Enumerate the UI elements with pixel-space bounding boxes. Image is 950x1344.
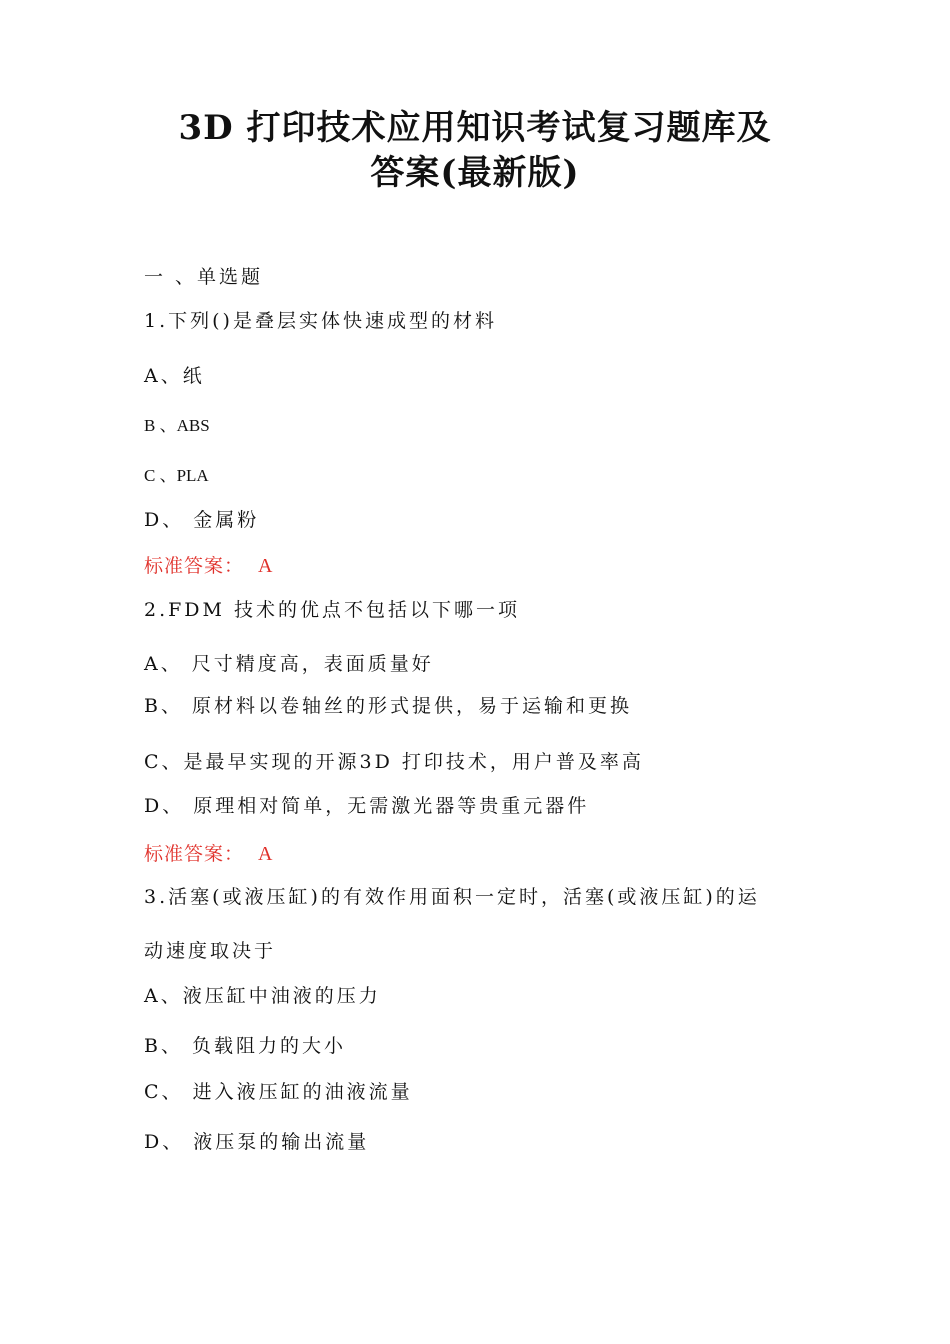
section-heading: 一 、单选题 [144,266,264,288]
standard-answer [144,839,273,866]
question-stem: 1.下列()是叠层实体快速成型的材料 [144,310,497,332]
answer-label: 标准答案： [144,843,245,865]
standard-answer [144,551,273,578]
question-stem-line-2: 动速度取决于 [144,940,277,962]
answer-label: 标准答案： [144,555,245,577]
option-b: B、 原材料以卷轴丝的形式提供，易于运输和更换 [144,695,633,717]
question-stem-line-1: 3.活塞(或液压缸)的有效作用面积一定时，活塞(或液压缸)的运 [144,886,760,908]
answer-value: A [258,555,274,577]
option-d: D、 原理相对简单，无需激光器等贵重元器件 [144,795,590,817]
title-line-2: 答案(最新版) [370,153,580,193]
question-stem: 2.FDM 技术的优点不包括以下哪一项 [144,599,521,621]
option-b: B 、ABS [144,416,210,435]
option-c: C、是最早实现的开源3D 打印技术，用户普及率高 [144,751,644,773]
option-a: A、 尺寸精度高，表面质量好 [144,653,434,675]
option-c: C 、PLA [144,466,209,485]
option-b: B、 负载阻力的大小 [144,1035,347,1057]
option-a: A、纸 [144,365,205,387]
option-a: A、液压缸中油液的压力 [144,985,381,1007]
option-c: C、 进入液压缸的油液流量 [144,1081,413,1103]
option-d: D、 液压泵的输出流量 [144,1131,370,1153]
answer-value: A [258,843,274,865]
option-d: D、 金属粉 [144,509,260,531]
title-line-1: 3D 打印技术应用知识考试复习题库及 [178,108,772,148]
